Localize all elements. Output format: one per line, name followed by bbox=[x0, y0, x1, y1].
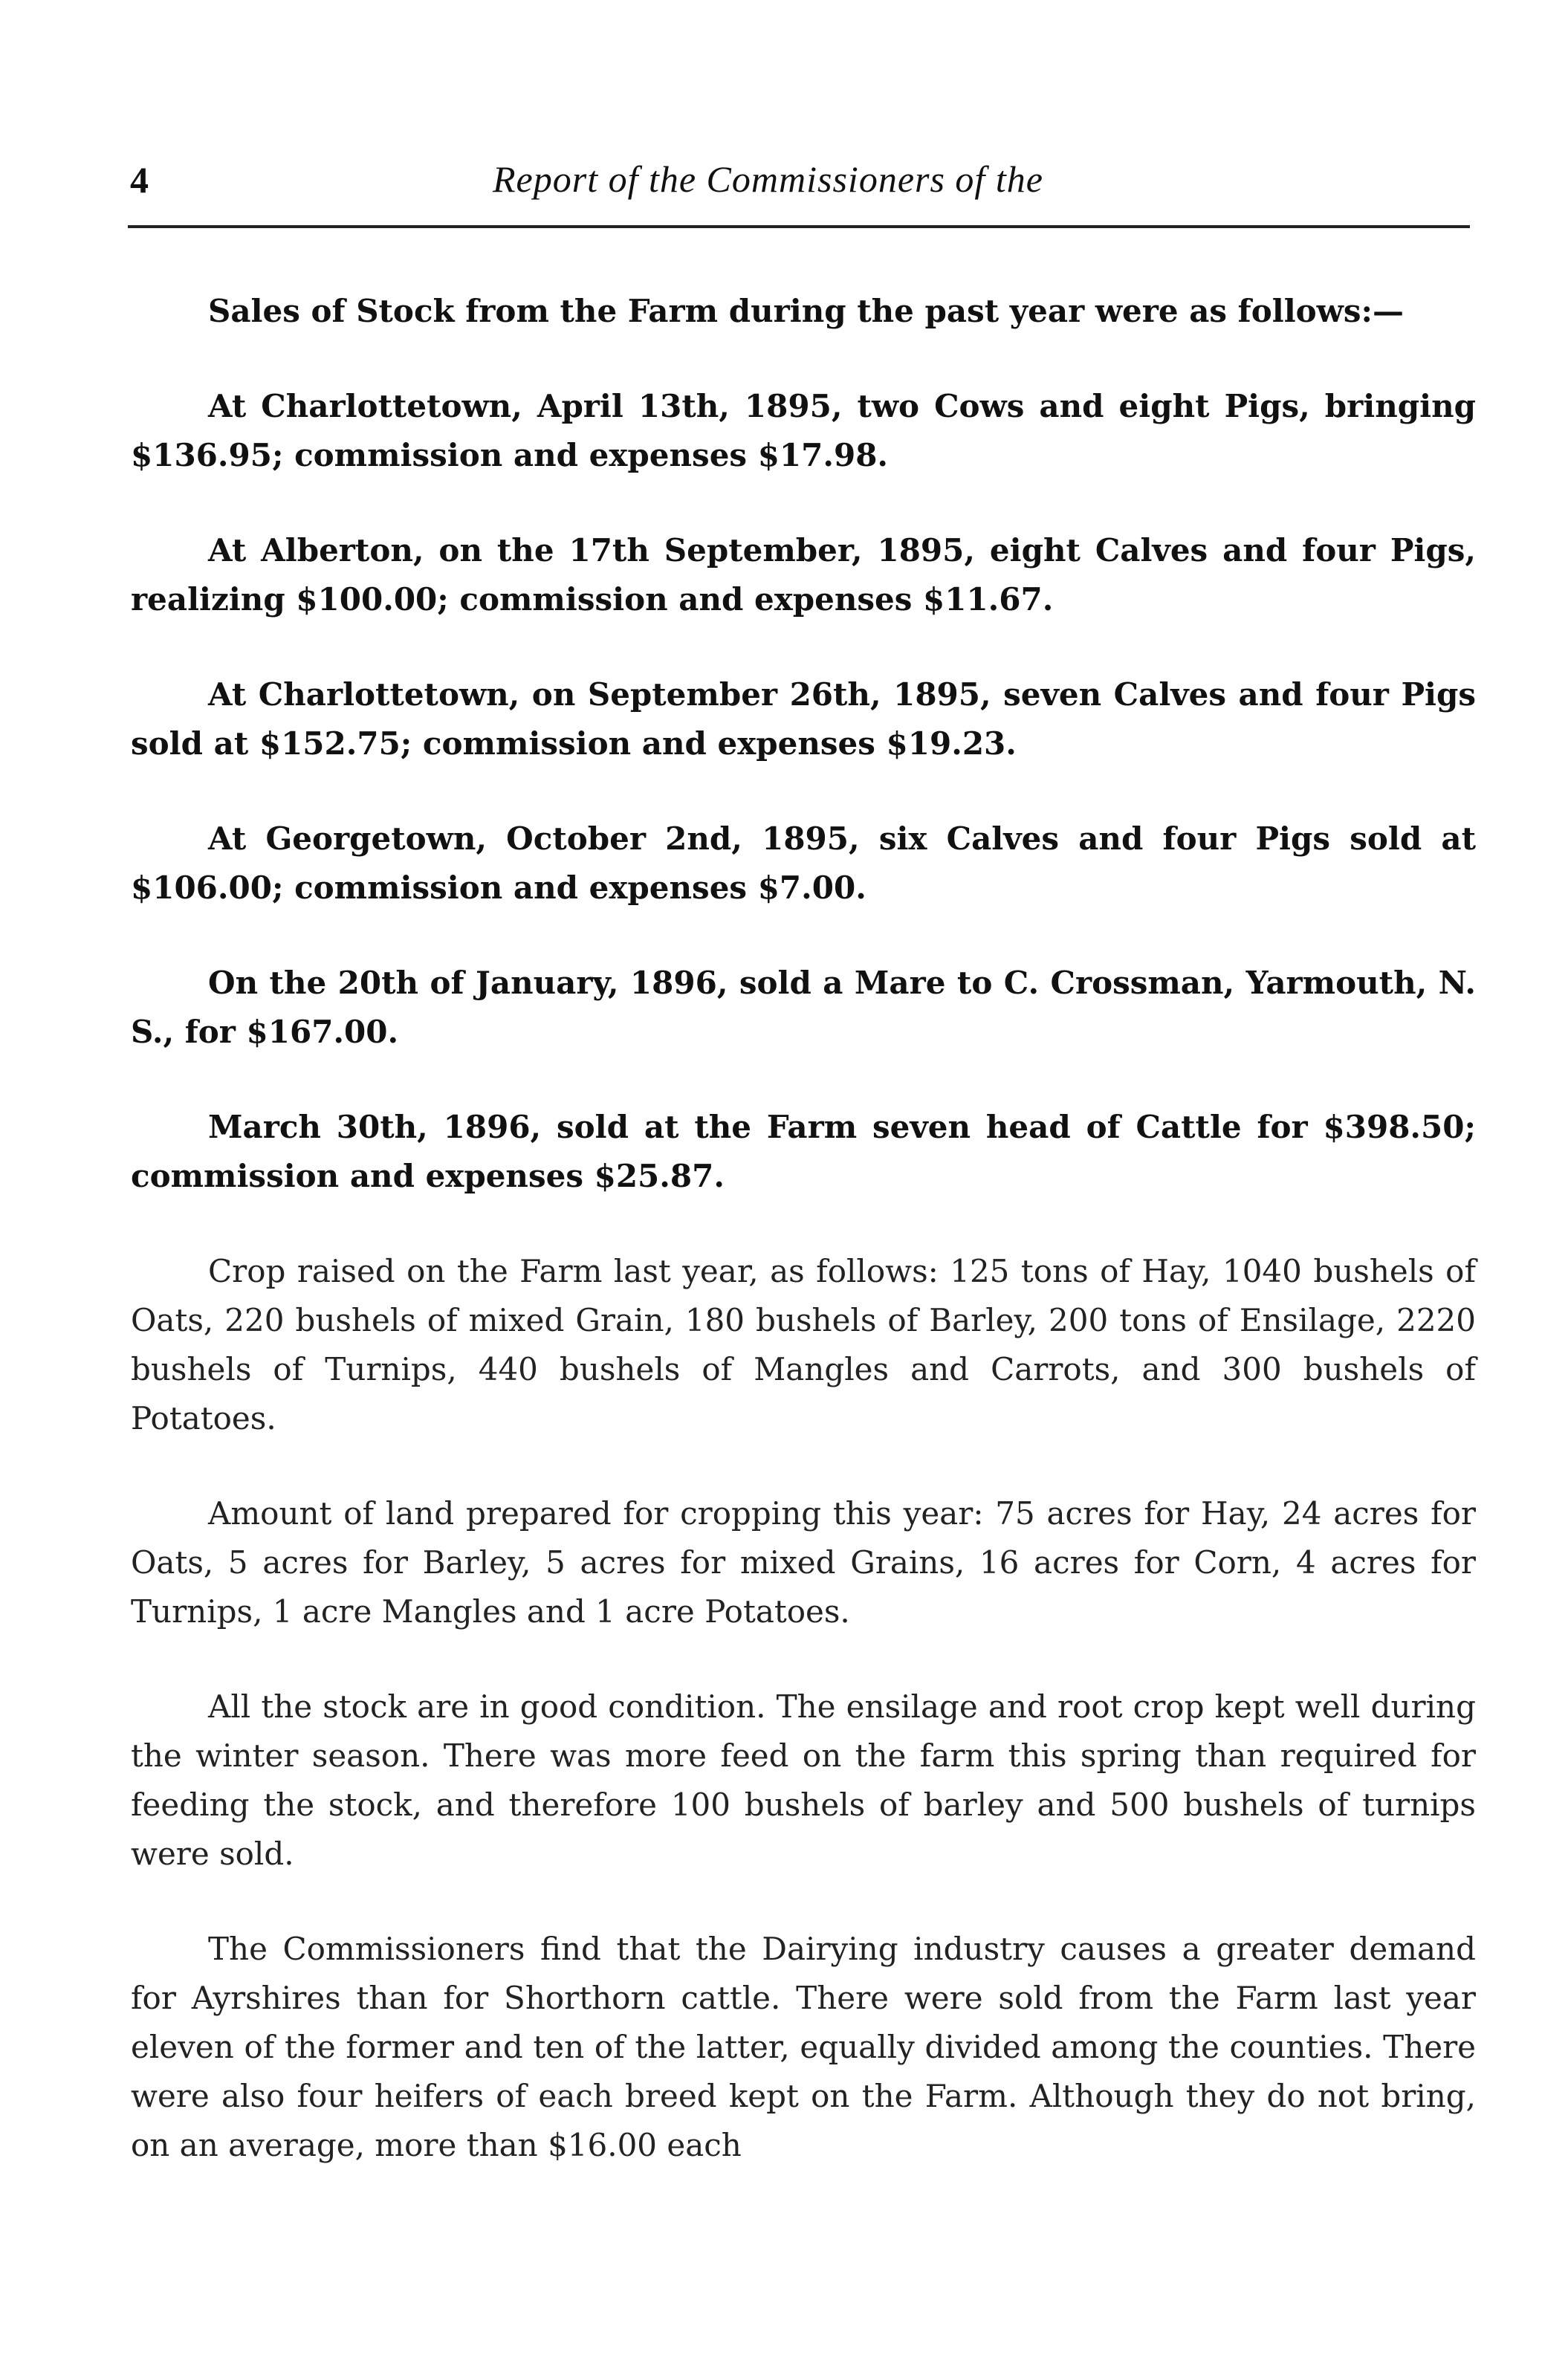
paragraph-land-prepared: Amount of land prepared for cropping this year: 75 acres for Hay, 24 acres for Oats, 5 acres for Barley, 5 acres for mixed Grains, 16 acres for Corn, 4 acres for Turnips, 1 acre Mangles and 1 acre Potatoes. bbox=[131, 1495, 1476, 1630]
paragraph-alberton: At Alberton, on the 17th September, 1895, eight Calves and four Pigs, realizing $100.00; commission and expenses $11.67. bbox=[131, 532, 1476, 618]
body-text bbox=[131, 287, 1476, 2216]
paragraph-sales-intro: Sales of Stock from the Farm during the past year were as follows:— bbox=[208, 293, 1404, 329]
paragraph-mare-sale: On the 20th of January, 1896, sold a Mare to C. Crossman, Yarmouth, N. S., for $167.00. bbox=[131, 965, 1476, 1050]
paragraph-georgetown: At Georgetown, October 2nd, 1895, six Calves and four Pigs sold at $106.00; commission and expenses $7.00. bbox=[131, 820, 1476, 906]
header-rule bbox=[128, 225, 1470, 228]
paragraph-dairying: The Commissioners find that the Dairying industry causes a greater demand for Ayrshires than for Shorthorn cattle. There were sold from the Farm last year eleven of the former and ten of the latter, equally divided among the counties. There were also four heifers of each breed kept on the Farm. Although they do not bring, on an average, more than $16.00 each bbox=[131, 1931, 1476, 2163]
paragraph-charlottetown-september: At Charlottetown, on September 26th, 1895, seven Calves and four Pigs sold at $152.75; commission and expenses $19.23. bbox=[131, 676, 1476, 762]
running-head: Report of the Commissioners of the bbox=[493, 158, 1043, 200]
page-number: 4 bbox=[130, 159, 149, 201]
paragraph-cattle-sale: March 30th, 1896, sold at the Farm seven head of Cattle for $398.50; commission and expenses $25.87. bbox=[131, 1109, 1476, 1194]
paragraph-stock-condition: All the stock are in good condition. The ensilage and root crop kept well during the winter season. There was more feed on the farm this spring than required for feeding the stock, and therefore 100 bushels of barley and 500 bushels of turnips were sold. bbox=[131, 1688, 1476, 1872]
page-header bbox=[130, 147, 1468, 207]
paragraph-crop-raised: Crop raised on the Farm last year, as follows: 125 tons of Hay, 1040 bushels of Oats, 220 bushels of mixed Grain, 180 bushels of Barley, 200 tons of Ensilage, 2220 bushels of Turnips, 440 bushels of Mangles and Carrots, and 300 bushels of Potatoes. bbox=[131, 1253, 1476, 1436]
paragraph-charlottetown-april: At Charlottetown, April 13th, 1895, two Cows and eight Pigs, bringing $136.95; commission and expenses $17.98. bbox=[131, 388, 1476, 473]
